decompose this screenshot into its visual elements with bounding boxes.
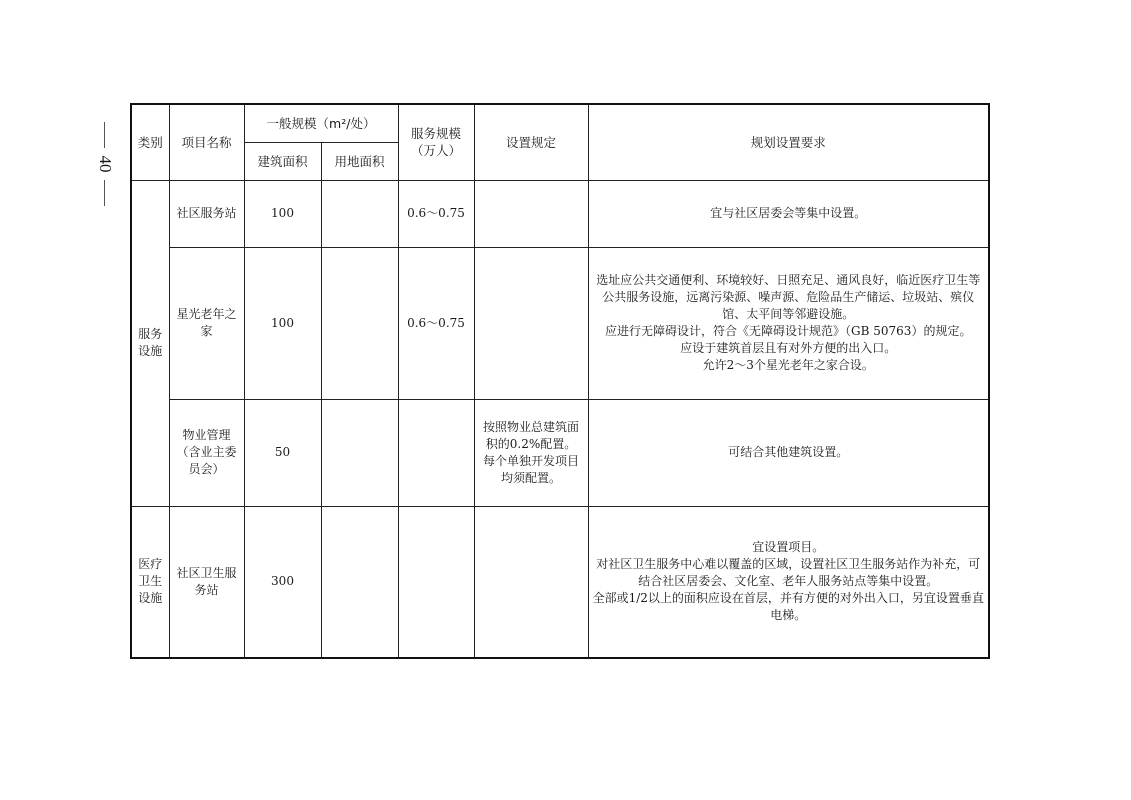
requirement-line: 允许2～3个星光老年之家合设。 <box>702 358 874 372</box>
header-planning-requirement: 规划设置要求 <box>588 104 989 180</box>
land-area-cell <box>321 506 398 658</box>
requirement-line: 对社区卫生服务中心难以覆盖的区域，设置社区卫生服务站作为补充，可结合社区居委会、文化室、老年人服务站点等集中设置。 <box>596 557 981 589</box>
building-area-cell: 100 <box>244 247 321 399</box>
table-row <box>131 180 989 247</box>
requirement-line: 宜与社区居委会等集中设置。 <box>710 206 867 220</box>
page-number-rule-top <box>104 122 105 148</box>
service-scale-cell <box>398 506 474 658</box>
requirement-cell <box>588 180 989 247</box>
header-land-area: 用地面积 <box>321 142 398 180</box>
item-name-cell: 社区卫生服务站 <box>169 506 244 658</box>
building-area-cell: 300 <box>244 506 321 658</box>
service-scale-cell <box>398 399 474 506</box>
requirement-cell <box>588 247 989 399</box>
requirement-line: 可结合其他建筑设置。 <box>728 445 849 459</box>
building-area-cell: 50 <box>244 399 321 506</box>
table-row <box>131 399 989 506</box>
requirement-cell <box>588 506 989 658</box>
service-scale-cell: 0.6～0.75 <box>398 180 474 247</box>
header-category: 类别 <box>131 104 169 180</box>
setting-rule-line: 每个单独开发项目均须配置。 <box>482 453 579 485</box>
category-cell: 服务设施 <box>131 180 169 506</box>
setting-rule-line: 按照物业总建筑面积的0.2%配置。 <box>482 419 579 451</box>
header-building-area: 建筑面积 <box>244 142 321 180</box>
land-area-cell <box>321 247 398 399</box>
land-area-cell <box>321 180 398 247</box>
item-name-cell: 社区服务站 <box>169 180 244 247</box>
setting-rule-cell <box>474 180 588 247</box>
setting-rule-cell <box>474 506 588 658</box>
header-general-scale: 一般规模（m²/处） <box>244 104 398 142</box>
item-name-cell: 物业管理（含业主委员会） <box>169 399 244 506</box>
land-area-cell <box>321 399 398 506</box>
page-number-rule-bottom <box>104 180 105 206</box>
table-row <box>131 506 989 658</box>
header-service-scale: 服务规模（万人） <box>398 104 474 180</box>
table-row <box>131 247 989 399</box>
requirement-line: 应设于建筑首层且有对外方便的出入口。 <box>680 341 897 355</box>
requirement-line: 选址应公共交通便利、环境较好、日照充足、通风良好，临近医疗卫生等公共服务设施，远离污染源、噪声源、危险品生产储运、垃圾站、殡仪馆、太平间等邻避设施。 <box>596 273 981 321</box>
page-number: 40 <box>96 155 115 173</box>
requirement-line: 全部或1/2以上的面积应设在首层，并有方便的对外出入口，另宜设置垂直电梯。 <box>592 591 984 623</box>
facility-standard-table <box>130 103 990 659</box>
service-scale-cell: 0.6～0.75 <box>398 247 474 399</box>
requirement-cell <box>588 399 989 506</box>
header-setting-rule: 设置规定 <box>474 104 588 180</box>
building-area-cell: 100 <box>244 180 321 247</box>
setting-rule-cell <box>474 399 588 506</box>
requirement-line: 宜设置项目。 <box>752 540 825 555</box>
setting-rule-cell <box>474 247 588 399</box>
item-name-cell: 星光老年之家 <box>169 247 244 399</box>
requirement-line: 应进行无障碍设计，符合《无障碍设计规范》（GB 50763）的规定。 <box>605 324 972 338</box>
header-item-name: 项目名称 <box>169 104 244 180</box>
category-cell: 医疗卫生设施 <box>131 506 169 658</box>
